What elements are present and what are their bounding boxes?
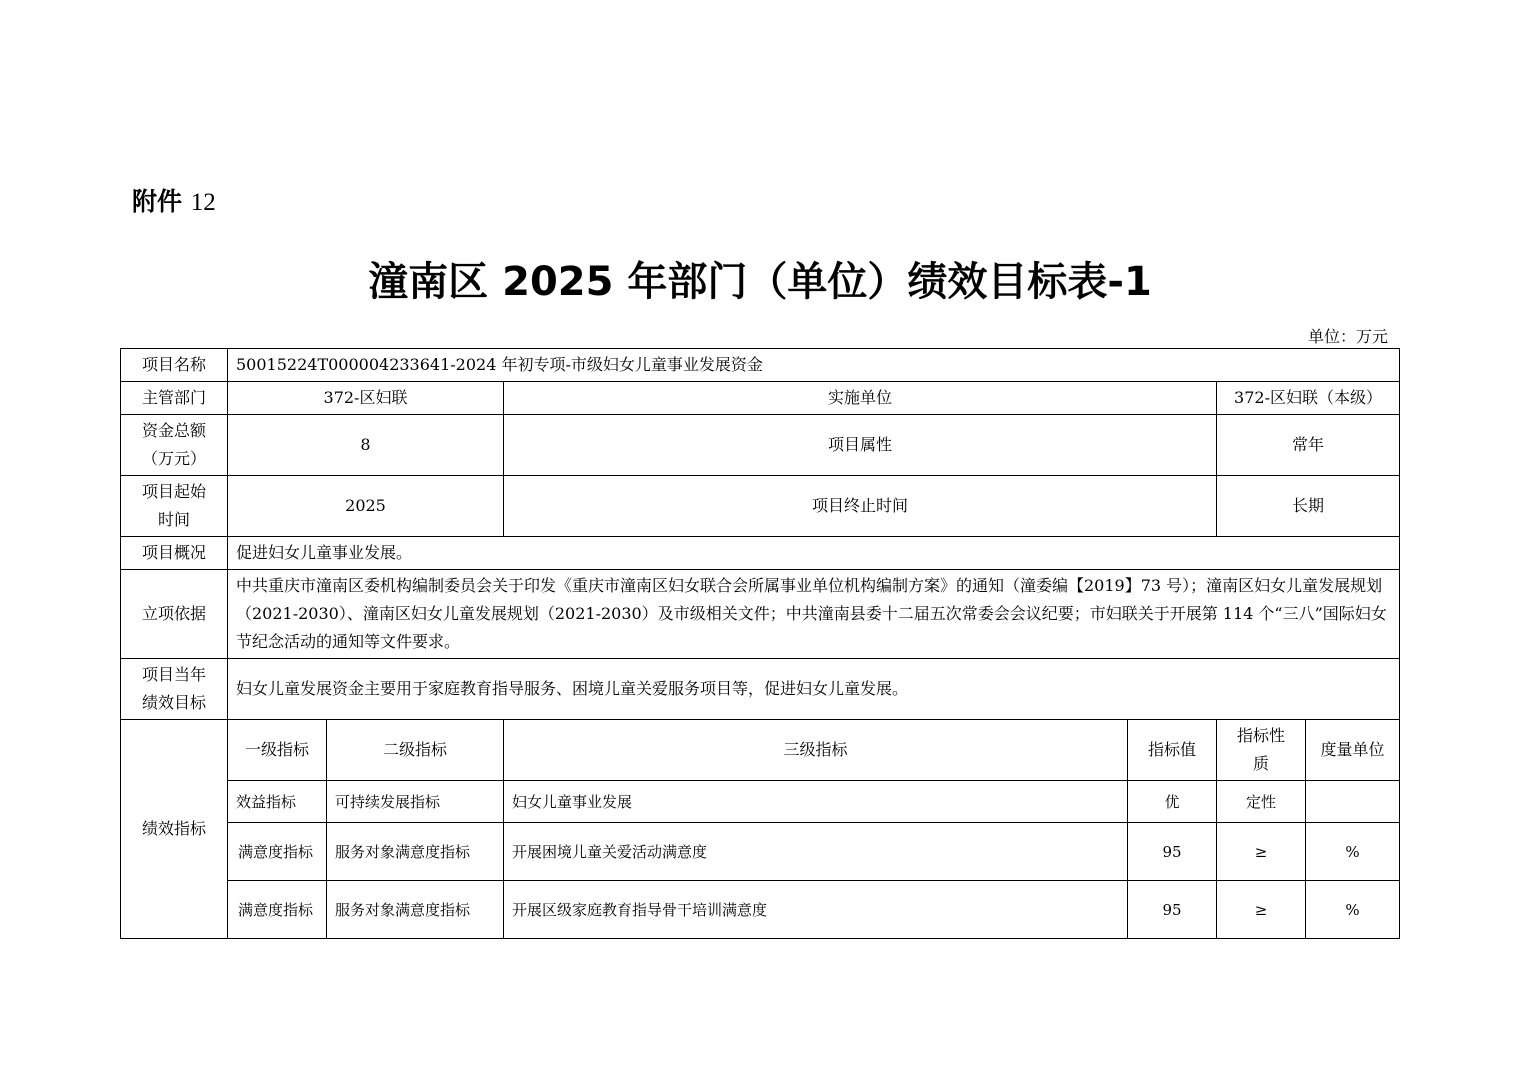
fund-label-line2: （万元） bbox=[141, 449, 206, 468]
indicator-level2: 服务对象满意度指标 bbox=[327, 881, 504, 939]
header-value: 指标值 bbox=[1128, 720, 1217, 781]
dept-value: 372-区妇联 bbox=[228, 382, 504, 415]
header-level2: 二级指标 bbox=[327, 720, 504, 781]
impl-label: 实施单位 bbox=[504, 382, 1217, 415]
indicator-unit: % bbox=[1306, 823, 1400, 881]
end-label: 项目终止时间 bbox=[504, 476, 1217, 537]
header-unit: 度量单位 bbox=[1306, 720, 1400, 781]
indicator-value: 优 bbox=[1128, 781, 1217, 823]
goal-label bbox=[121, 659, 228, 720]
indicator-value: 95 bbox=[1128, 881, 1217, 939]
row-overview bbox=[121, 537, 1400, 570]
fund-value: 8 bbox=[228, 415, 504, 476]
unit-note: 单位：万元 bbox=[1307, 327, 1388, 346]
attachment-label bbox=[132, 182, 216, 218]
performance-table bbox=[120, 348, 1400, 939]
indicator-section-label: 绩效指标 bbox=[121, 720, 228, 939]
indicator-nature: 定性 bbox=[1217, 781, 1306, 823]
header-level3: 三级指标 bbox=[504, 720, 1128, 781]
overview-label: 项目概况 bbox=[121, 537, 228, 570]
indicator-level1: 满意度指标 bbox=[228, 823, 327, 881]
attachment-number: 12 bbox=[190, 189, 216, 216]
indicator-level1: 满意度指标 bbox=[228, 881, 327, 939]
start-label bbox=[121, 476, 228, 537]
basis-label: 立项依据 bbox=[121, 570, 228, 659]
impl-value: 372-区妇联（本级） bbox=[1217, 382, 1400, 415]
header-level1: 一级指标 bbox=[228, 720, 327, 781]
goal-value: 妇女儿童发展资金主要用于家庭教育指导服务、困境儿童关爱服务项目等，促进妇女儿童发展。 bbox=[228, 659, 1400, 720]
goal-label-line1: 项目当年 bbox=[141, 665, 206, 684]
indicator-row bbox=[121, 781, 1400, 823]
project-name-value: 50015224T000004233641-2024 年初专项-市级妇女儿童事业发展资金 bbox=[228, 349, 1400, 382]
indicator-level1: 效益指标 bbox=[228, 781, 327, 823]
indicator-nature: ≥ bbox=[1217, 823, 1306, 881]
indicator-header-row bbox=[121, 720, 1400, 781]
indicator-nature: ≥ bbox=[1217, 881, 1306, 939]
attr-label: 项目属性 bbox=[504, 415, 1217, 476]
dept-label: 主管部门 bbox=[121, 382, 228, 415]
row-time bbox=[121, 476, 1400, 537]
row-fund bbox=[121, 415, 1400, 476]
start-label-line1: 项目起始 bbox=[141, 482, 206, 501]
indicator-level3: 开展区级家庭教育指导骨干培训满意度 bbox=[504, 881, 1128, 939]
header-nature: 指标性质 bbox=[1217, 720, 1306, 781]
row-goal bbox=[121, 659, 1400, 720]
fund-label bbox=[121, 415, 228, 476]
attachment-text: 附件 bbox=[132, 187, 183, 216]
row-department bbox=[121, 382, 1400, 415]
attr-value: 常年 bbox=[1217, 415, 1400, 476]
indicator-level3: 开展困境儿童关爱活动满意度 bbox=[504, 823, 1128, 881]
start-label-line2: 时间 bbox=[157, 510, 190, 529]
indicator-row bbox=[121, 881, 1400, 939]
basis-value: 中共重庆市潼南区委机构编制委员会关于印发《重庆市潼南区妇女联合会所属事业单位机构编制方案》的通知（潼委编【2019】73 号）；潼南区妇女儿童发展规划（2021-2030）、潼南区妇女儿童发展规划（2021-2030）及市级相关文件；中共潼南县委十二届五次常委会会议纪要；市妇联关于开展第 114 个“三八”国际妇女节纪念活动的通知等文件要求。 bbox=[228, 570, 1400, 659]
indicator-unit: % bbox=[1306, 881, 1400, 939]
goal-label-line2: 绩效目标 bbox=[141, 693, 206, 712]
fund-label-line1: 资金总额 bbox=[141, 421, 206, 440]
indicator-level2: 可持续发展指标 bbox=[327, 781, 504, 823]
end-value: 长期 bbox=[1217, 476, 1400, 537]
row-basis bbox=[121, 570, 1400, 659]
indicator-value: 95 bbox=[1128, 823, 1217, 881]
indicator-level2: 服务对象满意度指标 bbox=[327, 823, 504, 881]
start-value: 2025 bbox=[228, 476, 504, 537]
project-name-label: 项目名称 bbox=[121, 349, 228, 382]
row-project-name bbox=[121, 349, 1400, 382]
indicator-row bbox=[121, 823, 1400, 881]
overview-value: 促进妇女儿童事业发展。 bbox=[228, 537, 1400, 570]
page-title: 潼南区 2025 年部门（单位）绩效目标表-1 bbox=[368, 259, 1152, 305]
indicator-unit bbox=[1306, 781, 1400, 823]
indicator-level3: 妇女儿童事业发展 bbox=[504, 781, 1128, 823]
